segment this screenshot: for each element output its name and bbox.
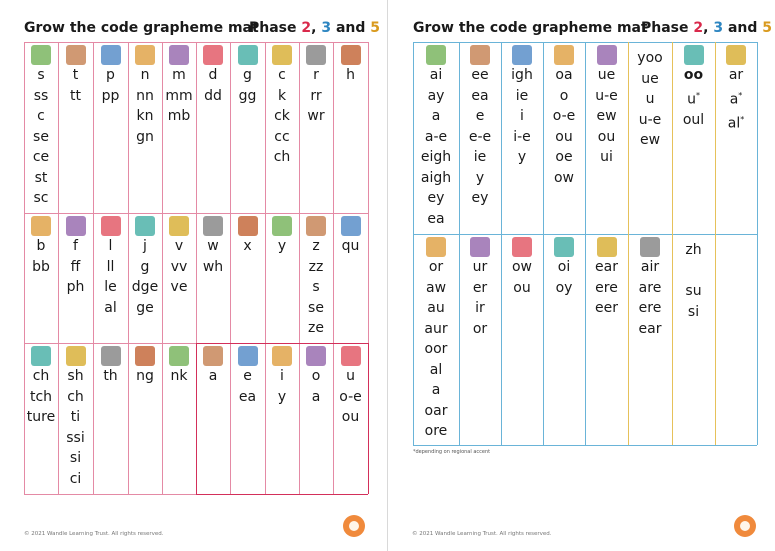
grapheme-text: z xyxy=(312,238,320,254)
grapheme-text: zh xyxy=(685,242,702,258)
grapheme-text: al xyxy=(104,299,117,316)
mnemonic-picture-icon xyxy=(470,237,490,257)
grapheme-text: eer xyxy=(595,300,618,316)
grapheme-text: ir xyxy=(475,300,485,316)
mnemonic-picture-icon xyxy=(135,45,155,65)
phase-heading xyxy=(641,20,772,36)
grapheme-cell xyxy=(93,343,128,494)
mnemonic-picture-icon xyxy=(272,45,292,65)
grapheme-text: s xyxy=(312,279,320,295)
grapheme-text: k xyxy=(277,87,287,104)
grapheme-text: ch xyxy=(67,388,84,405)
grapheme-text: aw xyxy=(425,279,447,296)
phase-2-label: 2 xyxy=(301,20,312,36)
grapheme-text: aur xyxy=(424,320,448,337)
mnemonic-picture-icon xyxy=(238,346,258,366)
grapheme-cell xyxy=(93,42,128,213)
grapheme-text: ou xyxy=(341,409,360,425)
grapheme-text: dge xyxy=(131,279,159,295)
grapheme-text: ci xyxy=(69,470,82,487)
grapheme-text: d xyxy=(208,67,218,83)
grapheme-text: w xyxy=(207,238,219,254)
mnemonic-picture-icon xyxy=(203,45,223,65)
grapheme-text: er xyxy=(472,279,488,296)
mnemonic-picture-icon xyxy=(512,45,532,65)
grapheme-text: ou xyxy=(597,128,616,145)
grapheme-text: th xyxy=(103,368,118,384)
grapheme-cell xyxy=(628,234,672,445)
grapheme-text: ea xyxy=(238,388,257,405)
grapheme-text: bb xyxy=(32,258,50,275)
grapheme-text: y xyxy=(517,149,527,165)
grid-line xyxy=(128,42,129,494)
grapheme-cell xyxy=(585,42,628,234)
grapheme-text: y xyxy=(277,388,287,405)
grapheme-text: ear xyxy=(638,320,662,337)
grapheme-cell xyxy=(128,42,162,213)
grapheme-text: st xyxy=(34,169,48,186)
grapheme-cell xyxy=(265,213,299,343)
grapheme-text: g xyxy=(140,258,150,275)
mnemonic-picture-icon xyxy=(306,45,326,65)
grapheme-text: ch xyxy=(273,149,291,165)
grapheme-cell xyxy=(128,343,162,494)
grapheme-cell xyxy=(58,343,93,494)
grapheme-text: v xyxy=(174,238,184,254)
mnemonic-picture-icon xyxy=(135,346,155,366)
mnemonic-picture-icon xyxy=(101,346,121,366)
mnemonic-picture-icon xyxy=(640,237,660,257)
grapheme-text: dd xyxy=(204,87,222,104)
grapheme-cell xyxy=(24,42,58,213)
grid-line xyxy=(413,445,757,446)
grapheme-text: c xyxy=(278,67,286,83)
grapheme-text: ph xyxy=(66,279,85,295)
grapheme-text: m xyxy=(172,67,186,83)
left-page xyxy=(0,0,387,551)
mnemonic-picture-icon xyxy=(341,45,361,65)
grapheme-text: e xyxy=(243,368,252,384)
grapheme-text: oo xyxy=(683,67,704,83)
grid-line xyxy=(543,42,544,234)
grapheme-text: mm xyxy=(165,87,193,104)
grapheme-text: ue xyxy=(597,67,616,83)
grapheme-text: ere xyxy=(638,300,662,316)
grapheme-cell xyxy=(128,213,162,343)
phase-label: Phase xyxy=(249,20,297,36)
grapheme-text: or xyxy=(428,259,444,275)
page-title: Grow the code grapheme mat xyxy=(413,20,648,36)
grid-line xyxy=(413,42,414,234)
grapheme-text: sc xyxy=(33,190,49,206)
grapheme-text: ce xyxy=(32,149,50,165)
mnemonic-picture-icon xyxy=(306,216,326,236)
mnemonic-picture-icon xyxy=(597,237,617,257)
grapheme-text: ow xyxy=(511,259,532,275)
grapheme-text: a* xyxy=(729,90,743,108)
mnemonic-picture-icon xyxy=(203,346,223,366)
grapheme-text: aigh xyxy=(420,169,452,186)
grapheme-text: e xyxy=(475,108,485,124)
grapheme-cell xyxy=(230,42,265,213)
grapheme-cell xyxy=(501,42,543,234)
grapheme-cell xyxy=(299,213,333,343)
grapheme-text: a xyxy=(431,108,441,124)
grapheme-text: u xyxy=(645,91,655,107)
grapheme-text: sh xyxy=(67,368,84,384)
grapheme-text: i xyxy=(280,368,284,384)
grapheme-cell xyxy=(162,343,196,494)
mnemonic-picture-icon xyxy=(31,346,51,366)
mnemonic-picture-icon xyxy=(101,45,121,65)
grapheme-text: cc xyxy=(274,128,290,145)
grapheme-cell xyxy=(543,234,585,445)
grapheme-text: ow xyxy=(553,169,574,186)
grapheme-text: qu xyxy=(341,238,360,254)
phase-heading xyxy=(249,20,380,36)
mnemonic-picture-icon xyxy=(66,45,86,65)
mnemonic-picture-icon xyxy=(272,216,292,236)
regional-accent-marker: * xyxy=(695,90,700,100)
grapheme-text: t xyxy=(72,67,79,83)
mnemonic-picture-icon xyxy=(238,216,258,236)
mnemonic-picture-icon xyxy=(31,45,51,65)
grapheme-text: u-e xyxy=(638,111,662,128)
grapheme-text: o-e xyxy=(552,108,576,124)
grapheme-cell xyxy=(413,234,459,445)
phase-separator: , xyxy=(311,20,317,36)
copyright-footer: © 2021 Wandle Learning Trust. All rights reserved. xyxy=(24,531,164,537)
grapheme-text: air xyxy=(640,259,660,275)
grapheme-text: u* xyxy=(687,90,700,108)
mnemonic-picture-icon xyxy=(426,45,446,65)
grid-line xyxy=(585,42,586,234)
mnemonic-picture-icon xyxy=(169,45,189,65)
grapheme-cell xyxy=(230,213,265,343)
grapheme-text: ss xyxy=(33,87,49,104)
grid-line xyxy=(715,42,716,234)
grapheme-text: rr xyxy=(310,87,322,104)
phase-separator: , xyxy=(703,20,709,36)
grapheme-text: e-e xyxy=(468,128,492,145)
grapheme-text: u-e xyxy=(595,87,618,104)
grid-line xyxy=(459,234,460,445)
grid-line xyxy=(196,494,368,495)
phase-and: and xyxy=(727,20,758,36)
grapheme-text: si xyxy=(687,303,700,320)
regional-accent-marker: * xyxy=(738,90,743,100)
grid-line xyxy=(93,42,94,494)
grapheme-text: r xyxy=(313,67,319,83)
grapheme-text: oi xyxy=(557,259,571,275)
mnemonic-picture-icon xyxy=(554,45,574,65)
grapheme-cell xyxy=(162,42,196,213)
grapheme-text: ti xyxy=(70,409,81,425)
grapheme-text: ssi xyxy=(66,429,85,446)
grapheme-text: y xyxy=(475,169,485,186)
grapheme-text: ch xyxy=(32,368,50,384)
grapheme-text: nk xyxy=(170,368,188,384)
grapheme-text: ff xyxy=(70,258,81,275)
grapheme-text: a-e xyxy=(424,128,448,145)
grapheme-cell xyxy=(299,42,333,213)
wandle-logo xyxy=(734,515,756,537)
grapheme-cell xyxy=(265,343,299,494)
grapheme-cell xyxy=(265,42,299,213)
grapheme-text: ou xyxy=(513,279,531,296)
grapheme-text: ew xyxy=(639,132,661,148)
grapheme-text: o xyxy=(311,368,321,384)
grapheme-text: oa xyxy=(555,67,573,83)
grid-line xyxy=(628,234,629,445)
grapheme-text: se xyxy=(308,299,324,316)
grid-line xyxy=(628,42,629,234)
mnemonic-picture-icon xyxy=(66,216,86,236)
phase-5-label: 5 xyxy=(370,20,381,36)
grapheme-text: al* xyxy=(727,114,745,132)
grid-line xyxy=(368,343,369,494)
grid-line xyxy=(196,343,197,494)
grapheme-text: kn xyxy=(136,108,154,124)
grapheme-cell xyxy=(24,213,58,343)
grapheme-text: ui xyxy=(600,149,613,165)
mnemonic-picture-icon xyxy=(341,346,361,366)
mnemonic-picture-icon xyxy=(470,45,490,65)
grapheme-text: wr xyxy=(307,108,325,124)
grapheme-text: g xyxy=(243,67,252,83)
grapheme-text: u xyxy=(346,368,355,384)
grapheme-text: x xyxy=(243,238,252,254)
grapheme-text: se xyxy=(33,128,49,145)
mnemonic-picture-icon xyxy=(169,216,189,236)
mnemonic-picture-icon xyxy=(512,237,532,257)
grapheme-text: s xyxy=(37,67,45,83)
grapheme-text: gg xyxy=(238,87,257,104)
grapheme-text: ture xyxy=(26,409,56,425)
mnemonic-picture-icon xyxy=(341,216,361,236)
regional-accent-footnote: *depending on regional accent xyxy=(413,449,491,455)
mnemonic-picture-icon xyxy=(203,216,223,236)
grapheme-cell xyxy=(715,42,757,234)
grid-line xyxy=(501,234,502,445)
grapheme-text: ou xyxy=(555,128,573,145)
grapheme-cell xyxy=(501,234,543,445)
grapheme-text: ai xyxy=(429,67,443,83)
grapheme-cell xyxy=(299,343,333,494)
grapheme-text: ve xyxy=(170,279,188,295)
grapheme-text: j xyxy=(143,238,147,254)
grapheme-text: n xyxy=(140,67,150,83)
grapheme-text: ie xyxy=(515,87,529,104)
grapheme-text: nn xyxy=(136,87,154,104)
mnemonic-picture-icon xyxy=(272,346,292,366)
grapheme-cell xyxy=(196,213,230,343)
grapheme-cell xyxy=(93,213,128,343)
phase-5-label: 5 xyxy=(762,20,773,36)
grid-line xyxy=(24,42,25,494)
grapheme-text: ge xyxy=(136,299,154,316)
grapheme-text: su xyxy=(685,283,702,299)
copyright-footer: © 2021 Wandle Learning Trust. All rights reserved. xyxy=(412,531,552,537)
grapheme-cell xyxy=(333,343,368,494)
grid-line xyxy=(715,234,716,445)
grapheme-text: gn xyxy=(136,128,154,145)
grid-line xyxy=(230,42,231,494)
mnemonic-picture-icon xyxy=(238,45,258,65)
grapheme-cell xyxy=(24,343,58,494)
grapheme-text: ck xyxy=(274,108,290,124)
grid-line xyxy=(162,42,163,494)
phase-3-label: 3 xyxy=(713,20,724,36)
grapheme-text: ie xyxy=(473,149,487,165)
grapheme-text: al xyxy=(429,361,443,378)
grapheme-cell xyxy=(58,213,93,343)
page-title: Grow the code grapheme mat xyxy=(24,20,259,36)
grapheme-text: i xyxy=(520,108,524,124)
grapheme-text: ey xyxy=(427,190,445,206)
grapheme-text: yoo xyxy=(637,50,663,66)
grapheme-cell xyxy=(196,42,230,213)
grapheme-text: ore xyxy=(424,423,448,439)
grapheme-text: igh xyxy=(511,67,533,83)
grapheme-text: ere xyxy=(595,279,618,296)
wandle-logo xyxy=(343,515,365,537)
grapheme-text: pp xyxy=(101,87,120,104)
mnemonic-picture-icon xyxy=(684,45,704,65)
grapheme-text: o xyxy=(559,87,569,104)
grid-line xyxy=(413,234,414,445)
mnemonic-picture-icon xyxy=(597,45,617,65)
phase-and: and xyxy=(335,20,366,36)
grapheme-text: ay xyxy=(427,87,445,104)
grapheme-text: i-e xyxy=(513,128,531,145)
grapheme-text: eigh xyxy=(420,149,452,165)
mnemonic-picture-icon xyxy=(306,346,326,366)
phase-2-label: 2 xyxy=(693,20,704,36)
grapheme-text: oul xyxy=(682,111,705,128)
grapheme-text: p xyxy=(106,67,115,83)
grapheme-cell xyxy=(196,343,230,494)
grapheme-text xyxy=(672,261,715,282)
grapheme-text: le xyxy=(104,279,117,295)
grapheme-text: or xyxy=(472,320,488,337)
grapheme-text: o-e xyxy=(339,388,362,405)
grid-line xyxy=(299,42,300,494)
grapheme-text: ll xyxy=(106,258,115,275)
phase-3-label: 3 xyxy=(321,20,332,36)
grapheme-text: oe xyxy=(555,149,573,165)
grapheme-text: oor xyxy=(424,341,448,357)
grapheme-text: y xyxy=(277,238,287,254)
grapheme-cell xyxy=(672,234,715,445)
grid-line xyxy=(757,234,758,445)
grapheme-text: au xyxy=(427,300,445,316)
grapheme-text: c xyxy=(37,108,45,124)
grapheme-text: ng xyxy=(136,368,154,384)
grapheme-cell xyxy=(459,42,501,234)
grid-line xyxy=(672,234,673,445)
grapheme-cell xyxy=(413,42,459,234)
grapheme-cell xyxy=(628,42,672,234)
grapheme-text: ear xyxy=(595,259,618,275)
grapheme-text: are xyxy=(638,279,662,296)
mnemonic-picture-icon xyxy=(66,346,86,366)
grapheme-text: ea xyxy=(427,210,445,227)
grapheme-text: oy xyxy=(555,279,573,296)
grapheme-text: a xyxy=(311,388,321,405)
grapheme-text: l xyxy=(108,238,113,254)
mnemonic-picture-icon xyxy=(135,216,155,236)
mnemonic-picture-icon xyxy=(101,216,121,236)
grid-line xyxy=(333,42,334,494)
mnemonic-picture-icon xyxy=(554,237,574,257)
grapheme-cell xyxy=(333,213,368,343)
grapheme-text: ze xyxy=(308,320,324,336)
grid-line xyxy=(196,343,368,344)
mnemonic-picture-icon xyxy=(169,346,189,366)
grapheme-cell xyxy=(585,234,628,445)
grapheme-text: si xyxy=(69,450,82,466)
grapheme-text: vv xyxy=(170,258,188,275)
grapheme-text: ea xyxy=(471,87,489,104)
grapheme-cell xyxy=(162,213,196,343)
grapheme-text: tt xyxy=(70,87,81,104)
grapheme-cell xyxy=(58,42,93,213)
grapheme-cell xyxy=(672,42,715,234)
grapheme-text: mb xyxy=(167,108,191,124)
grapheme-cell xyxy=(543,42,585,234)
grid-line xyxy=(543,234,544,445)
phase-label: Phase xyxy=(641,20,689,36)
grapheme-cell xyxy=(230,343,265,494)
grapheme-text: ee xyxy=(471,67,489,83)
grapheme-text: ew xyxy=(596,108,617,124)
grapheme-text: ar xyxy=(728,67,744,83)
grid-line xyxy=(459,42,460,234)
grid-line xyxy=(757,42,758,234)
grapheme-text: ur xyxy=(472,259,488,275)
grapheme-text: oar xyxy=(424,402,448,419)
grid-line xyxy=(672,42,673,234)
right-page xyxy=(388,0,775,551)
grapheme-text: wh xyxy=(202,258,224,275)
grapheme-text: a xyxy=(208,368,218,384)
grapheme-cell xyxy=(459,234,501,445)
grapheme-text: b xyxy=(36,238,46,254)
grapheme-text: zz xyxy=(308,258,324,275)
grapheme-cell xyxy=(333,42,368,213)
mnemonic-picture-icon xyxy=(31,216,51,236)
grid-line xyxy=(58,42,59,494)
grapheme-text: a xyxy=(431,382,441,398)
grapheme-text: ey xyxy=(471,190,489,206)
grid-line xyxy=(501,42,502,234)
mnemonic-picture-icon xyxy=(426,237,446,257)
regional-accent-marker: * xyxy=(740,114,745,124)
grapheme-text: h xyxy=(346,67,355,83)
grapheme-text: tch xyxy=(29,388,53,405)
grapheme-text: ue xyxy=(641,70,659,87)
mnemonic-picture-icon xyxy=(726,45,746,65)
grid-line xyxy=(585,234,586,445)
grid-line xyxy=(265,42,266,494)
grapheme-text: f xyxy=(73,238,78,254)
